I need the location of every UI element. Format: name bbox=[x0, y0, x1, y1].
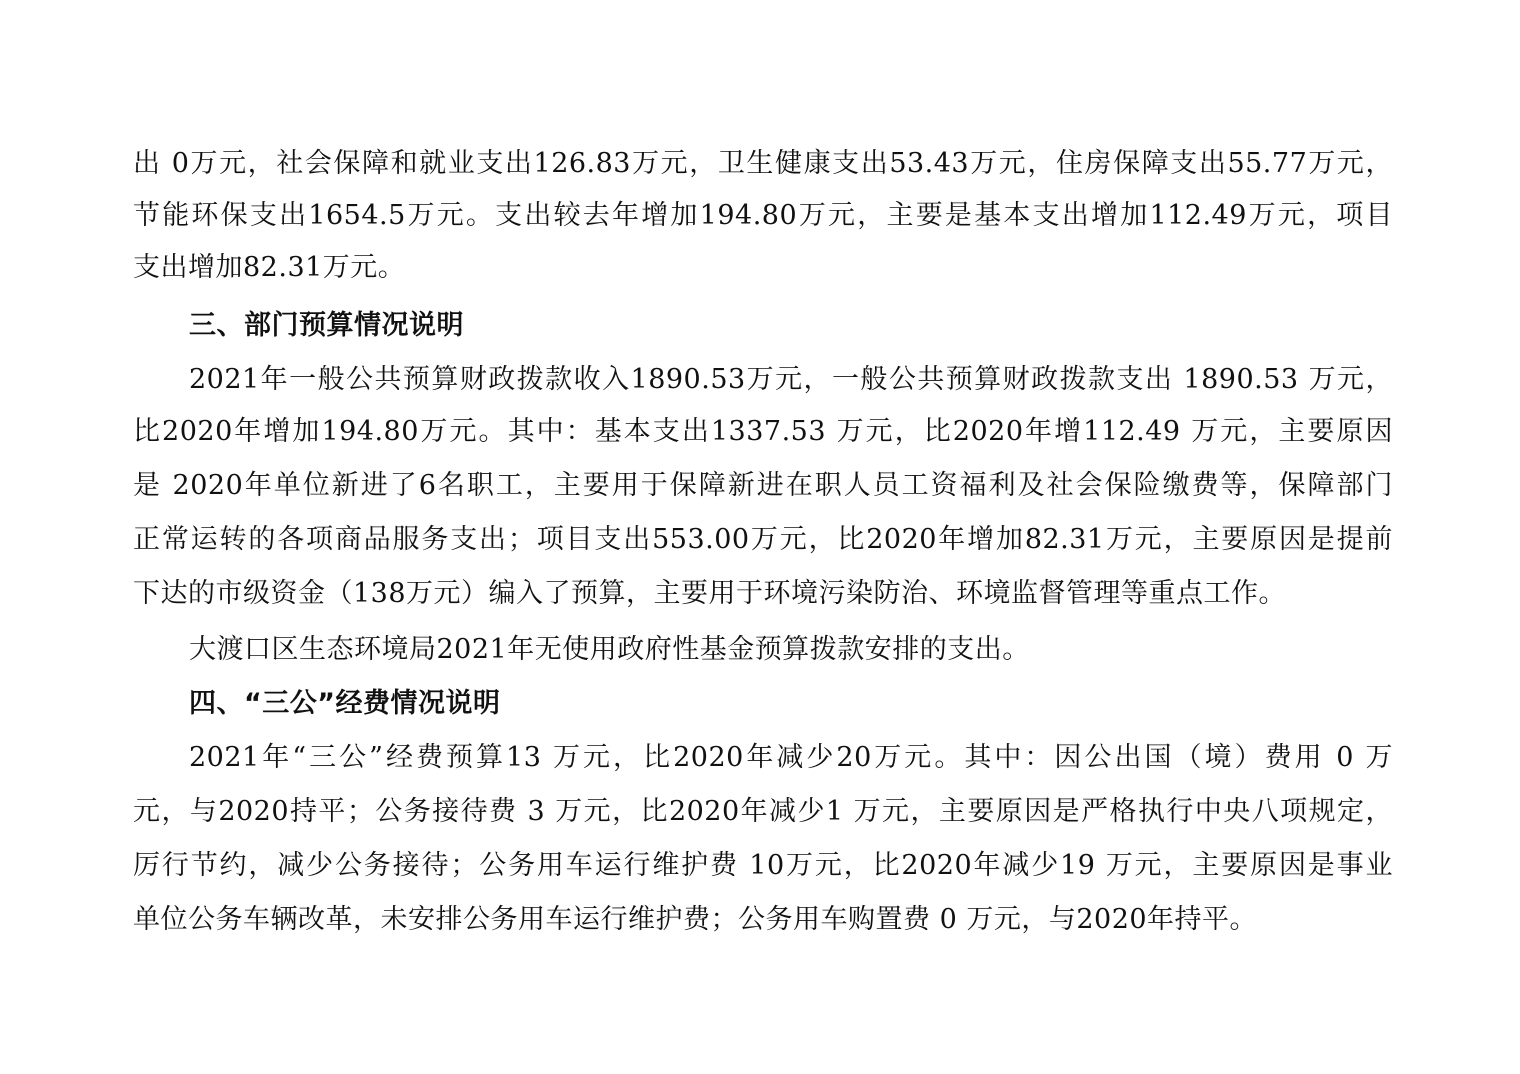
paragraph-line: 2021年“三公”经费预算13 万元，比2020年减少20万元。其中：因公出国（境）费用 0 万 bbox=[189, 742, 1393, 773]
paragraph-line: 支出增加82.31万元。 bbox=[133, 252, 406, 283]
paragraph-line: 正常运转的各项商品服务支出；项目支出553.00万元，比2020年增加82.31万元，主要原因是提前 bbox=[133, 524, 1393, 555]
paragraph-line: 下达的市级资金（138万元）编入了预算，主要用于环境污染防治、环境监督管理等重点工作。 bbox=[133, 578, 1287, 609]
paragraph-line: 出 0万元，社会保障和就业支出126.83万元，卫生健康支出53.43万元，住房保障支出55.77万元， bbox=[133, 148, 1393, 179]
paragraph-line: 单位公务车辆改革，未安排公务用车运行维护费；公务用车购置费 0 万元，与2020年持平。 bbox=[133, 904, 1258, 935]
paragraph-line: 元，与2020持平；公务接待费 3 万元，比2020年减少1 万元，主要原因是严格执行中央八项规定， bbox=[133, 796, 1393, 827]
paragraph-line: 2021年一般公共预算财政拨款收入1890.53万元，一般公共预算财政拨款支出 1890.53 万元， bbox=[189, 364, 1393, 395]
paragraph-line: 比2020年增加194.80万元。其中：基本支出1337.53 万元，比2020年增112.49 万元，主要原因 bbox=[133, 416, 1393, 447]
paragraph-line: 是 2020年单位新进了6名职工，主要用于保障新进在职人员工资福利及社会保险缴费等，保障部门 bbox=[133, 470, 1393, 501]
paragraph-line: 厉行节约，减少公务接待；公务用车运行维护费 10万元，比2020年减少19 万元，主要原因是事业 bbox=[133, 850, 1393, 881]
section-heading-3: 三、部门预算情况说明 bbox=[189, 310, 464, 341]
paragraph-line: 节能环保支出1654.5万元。支出较去年增加194.80万元，主要是基本支出增加112.49万元，项目 bbox=[133, 200, 1393, 231]
paragraph-line: 大渡口区生态环境局2021年无使用政府性基金预算拨款安排的支出。 bbox=[189, 634, 1030, 665]
section-heading-4: 四、“三公”经费情况说明 bbox=[189, 688, 501, 719]
